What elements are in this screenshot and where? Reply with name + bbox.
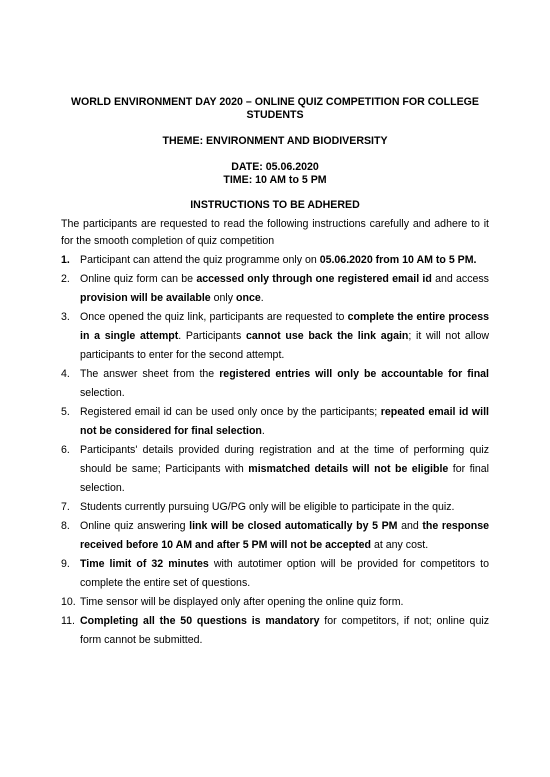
- item-emphasis: link will be closed automatically by 5 PM: [189, 520, 398, 532]
- title-line-2: STUDENTS: [246, 109, 304, 121]
- instruction-item: [61, 308, 489, 365]
- item-text: and access: [431, 273, 489, 285]
- instruction-item: [61, 270, 489, 308]
- item-emphasis: cannot use back the link again: [245, 330, 409, 342]
- item-text: Time sensor will be displayed only after opening the online quiz form.: [80, 596, 404, 608]
- instruction-item: [61, 612, 489, 650]
- item-text: Once opened the quiz link, participants are requested to: [80, 311, 348, 323]
- item-text: for final selection.: [80, 463, 490, 494]
- document-title: [60, 96, 490, 122]
- item-text: for competitors, if not; online quiz form cannot be submitted.: [80, 615, 489, 646]
- instruction-item: [61, 498, 489, 517]
- item-text: The answer sheet from the: [80, 368, 220, 380]
- instruction-item: [61, 251, 489, 270]
- item-number: 10.: [61, 596, 76, 608]
- item-text: with autotimer option will be provided for competitors to complete the entire set of questions.: [80, 558, 490, 589]
- item-emphasis: provision will be available: [80, 292, 211, 304]
- item-emphasis: 05.06.2020 from 10 AM to 5 PM.: [319, 254, 477, 266]
- item-number: 1.: [61, 254, 70, 266]
- item-text: Registered email id can be used only once by the participants;: [80, 406, 381, 418]
- instruction-item: [61, 403, 489, 441]
- item-emphasis: Time limit of 32 minutes: [80, 558, 209, 570]
- instruction-item: [61, 593, 489, 612]
- item-emphasis: complete the entire process in a single attempt: [80, 311, 489, 342]
- date-line: DATE: 05.06.2020: [231, 161, 319, 173]
- instruction-item: [61, 555, 489, 593]
- item-text: only: [210, 292, 237, 304]
- item-number: 4.: [61, 368, 70, 380]
- instruction-item: [61, 365, 489, 403]
- item-number: 5.: [61, 406, 70, 418]
- time-line: TIME: 10 AM to 5 PM: [223, 174, 327, 186]
- item-text: Online quiz form can be: [80, 273, 197, 285]
- item-text: .: [260, 292, 264, 304]
- title-line-1: WORLD ENVIRONMENT DAY 2020 – ONLINE QUIZ COMPETITION FOR COLLEGE: [71, 96, 479, 108]
- item-text: and: [397, 520, 423, 532]
- instructions-title: INSTRUCTIONS TO BE ADHERED: [190, 199, 360, 211]
- item-text: Online quiz answering: [80, 520, 190, 532]
- theme-line: THEME: ENVIRONMENT AND BIODIVERSITY: [162, 135, 388, 147]
- item-number: 8.: [61, 520, 70, 532]
- item-emphasis: repeated email id will not be considered for final selection: [80, 406, 489, 437]
- item-text: selection.: [80, 387, 125, 399]
- item-number: 3.: [61, 311, 70, 323]
- item-text: Participant can attend the quiz programme only on: [80, 254, 320, 266]
- item-text: .: [261, 425, 265, 437]
- item-number: 2.: [61, 273, 70, 285]
- item-text: . Participants: [178, 330, 246, 342]
- item-emphasis: Completing all the 50 questions is mandatory: [80, 615, 320, 627]
- item-text: Participants' details provided during registration and at the time of performing quiz should be same; Participants with: [80, 444, 489, 475]
- item-text: ; it will not allow participants to enter for the second attempt.: [80, 330, 489, 361]
- item-text: at any cost.: [371, 539, 429, 551]
- instruction-item: [61, 517, 489, 555]
- item-number: 7.: [61, 501, 70, 513]
- instructions-list: [61, 251, 489, 650]
- item-text: Students currently pursuing UG/PG only will be eligible to participate in the quiz.: [80, 501, 455, 513]
- item-emphasis: once: [236, 292, 261, 304]
- item-number: 6.: [61, 444, 70, 456]
- instruction-item: [61, 441, 489, 498]
- intro-paragraph: The participants are requested to read the following instructions carefully and adhere to it for the smooth completion of quiz competition: [61, 218, 489, 247]
- item-emphasis: accessed only through one registered email id: [196, 273, 432, 285]
- item-number: 9.: [61, 558, 70, 570]
- item-emphasis: the response received before 10 AM and after 5 PM will not be accepted: [80, 520, 490, 551]
- item-number: 11.: [61, 615, 75, 627]
- item-emphasis: registered entries will only be accountable for final: [219, 368, 489, 380]
- item-emphasis: mismatched details will not be eligible: [248, 463, 449, 475]
